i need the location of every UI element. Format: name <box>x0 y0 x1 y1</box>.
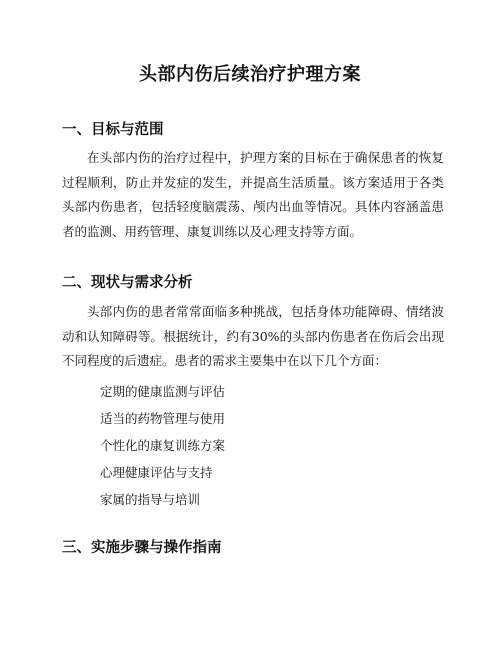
list-item: 个性化的康复训练方案 <box>100 438 226 453</box>
document-title: 头部内伤后续治疗护理方案 <box>139 64 361 85</box>
section-heading-implementation: 三、实施步骤与操作指南 <box>62 540 222 556</box>
list-item: 定期的健康监测与评估 <box>100 384 226 399</box>
needs-list <box>100 378 225 513</box>
section-heading-analysis: 二、现状与需求分析 <box>62 275 193 291</box>
section-paragraph-goals: 在头部内伤的治疗过程中，护理方案的目标在于确保患者的恢复过程顺利，防止并发症的发生，并提高生活质量。该方案适用于各类头部内伤患者，包括轻度脑震荡、颅内出血等情况。具体内容涵盖患者的监测、用药管理、康复训练以及心理支持等方面。 <box>62 150 444 239</box>
section-paragraph-analysis: 头部内伤的患者常常面临多种挑战，包括身体功能障碍、情绪波动和认知障碍等。根据统计，约有30%的头部内伤患者在伤后会出现不同程度的后遗症。患者的需求主要集中在以下几个方面： <box>62 304 444 368</box>
section-heading-goals: 一、目标与范围 <box>62 122 164 138</box>
list-item: 心理健康评估与支持 <box>100 465 213 480</box>
list-item: 适当的药物管理与使用 <box>100 411 226 426</box>
list-item: 家属的指导与培训 <box>100 492 201 507</box>
